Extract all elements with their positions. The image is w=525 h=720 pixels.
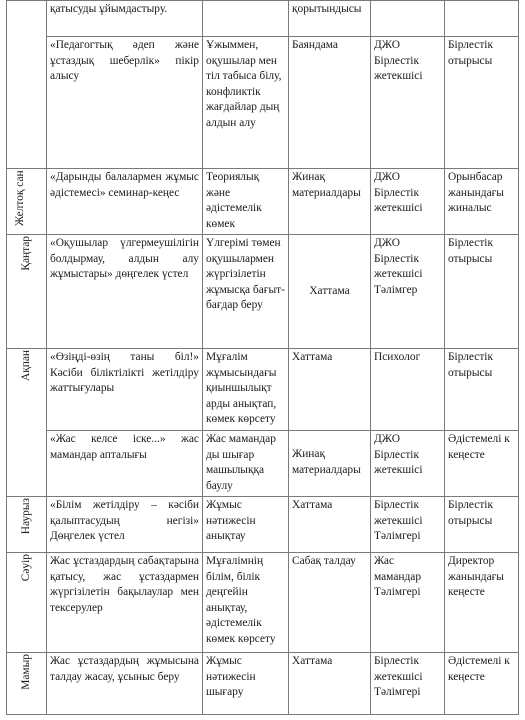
table-row	[7, 653, 519, 715]
goal-cell: Мұғалім жұмысындағы қиыншылықт арды анықтап, көмек көрсету	[203, 349, 289, 431]
goal-cell	[203, 1, 289, 37]
form-cell: Хаттама	[289, 497, 371, 553]
month-label: Желтоқ сан	[13, 170, 26, 226]
where-cell: Бірлестік отырысы	[445, 37, 519, 169]
form-cell: Хаттама	[289, 235, 371, 349]
month-cell	[7, 349, 47, 497]
month-label: Қаңтар	[20, 236, 32, 271]
resp-cell: Психолог	[371, 349, 445, 431]
resp-cell: ДЖО Бірлестік жетекшісі	[371, 37, 445, 169]
event-cell: «Жас келсе іске...» жас мамандар апталығы	[47, 431, 203, 497]
table-row	[7, 37, 519, 169]
form-cell: Жинақ материалдары	[289, 431, 371, 497]
goal-cell: Мұғалімнің білім, білік деңгейін анықтау, әдістемелік көмек көрсету	[203, 553, 289, 653]
form-cell: қорытындысы	[289, 1, 371, 37]
goal-cell: Жас мамандар ды шығар машылыққа баулу	[203, 431, 289, 497]
resp-cell: ДЖО Бірлестік жетекшісі	[371, 169, 445, 235]
month-cell-empty	[7, 1, 47, 169]
table-row	[7, 497, 519, 553]
form-cell: Жинақ материалдары	[289, 169, 371, 235]
where-cell: Әдістемелі к кеңесте	[445, 431, 519, 497]
form-cell: Хаттама	[289, 349, 371, 431]
event-cell: «Дарынды балалармен жұмыс әдістемесі» семинар-кеңес	[47, 169, 203, 235]
where-cell: Бірлестік отырысы	[445, 349, 519, 431]
resp-cell: ДЖО Бірлестік жетекшісі Тәлімгер	[371, 235, 445, 349]
where-cell: Директор жанындағы кеңесте	[445, 553, 519, 653]
goal-cell: Үлгерімі төмен оқушылармен жүргізілетін жұмысқа бағыт-бағдар беру	[203, 235, 289, 349]
month-label: Сәуір	[20, 554, 32, 582]
event-cell: Жас ұстаздардың сабақтарына қатысу, жас ұстаздармен жүргізілетін бақылаулар мен тексерулер	[47, 553, 203, 653]
month-cell	[7, 235, 47, 349]
month-label: Наурыз	[20, 498, 32, 535]
event-cell: «Оқушылар үлгермеушілігін болдырмау, алдын алу жұмыстары» дөңгелек үстел	[47, 235, 203, 349]
goal-cell: Жұмыс нәтижесін анықтау	[203, 497, 289, 553]
month-cell	[7, 169, 47, 235]
table-row	[7, 349, 519, 431]
plan-table	[6, 0, 519, 715]
where-cell: Бірлестік отырысы	[445, 497, 519, 553]
event-cell: қатысуды ұйымдастыру.	[47, 1, 203, 37]
event-cell: «Педагогтық әдеп және ұстаздық шеберлік» пікір алысу	[47, 37, 203, 169]
month-cell	[7, 653, 47, 715]
event-cell: «Өзіңді-өзің таны біл!» Кәсіби біліктілікті жетілдіру жаттығулары	[47, 349, 203, 431]
form-cell: Баяндама	[289, 37, 371, 169]
where-cell: Әдістемелі к кеңесте	[445, 653, 519, 715]
event-cell: Жас ұстаздардың жұмысына талдау жасау, ұсыныс беру	[47, 653, 203, 715]
month-label: Ақпан	[20, 350, 32, 382]
resp-cell: ДЖО Бірлестік жетекшісі	[371, 431, 445, 497]
month-cell	[7, 553, 47, 653]
table-row	[7, 553, 519, 653]
event-cell: «Білім жетілдіру – кәсіби қалыптасудың негізі» Дөңгелек үстел	[47, 497, 203, 553]
month-label: Мамыр	[20, 654, 32, 690]
table-row	[7, 235, 519, 349]
form-cell: Сабақ талдау	[289, 553, 371, 653]
month-cell	[7, 497, 47, 553]
goal-cell: Теориялық және әдістемелік көмек	[203, 169, 289, 235]
table-row	[7, 169, 519, 235]
form-cell: Хаттама	[289, 653, 371, 715]
resp-cell: Бірлестік жетекшісі Тәлімгері	[371, 653, 445, 715]
where-cell: Орынбасар жанындағы жиналыс	[445, 169, 519, 235]
table-row	[7, 431, 519, 497]
where-cell: Бірлестік отырысы	[445, 235, 519, 349]
where-cell	[445, 1, 519, 37]
resp-cell: Бірлестік жетекшісі Тәлімгері	[371, 497, 445, 553]
resp-cell: Жас мамандар Тәлімгері	[371, 553, 445, 653]
resp-cell	[371, 1, 445, 37]
table-row	[7, 1, 519, 37]
goal-cell: Жұмыс нәтижесін шығару	[203, 653, 289, 715]
goal-cell: Ұжыммен, оқушылар мен тіл табыса білу, конфликтік жағдайлар дың алдын алу	[203, 37, 289, 169]
